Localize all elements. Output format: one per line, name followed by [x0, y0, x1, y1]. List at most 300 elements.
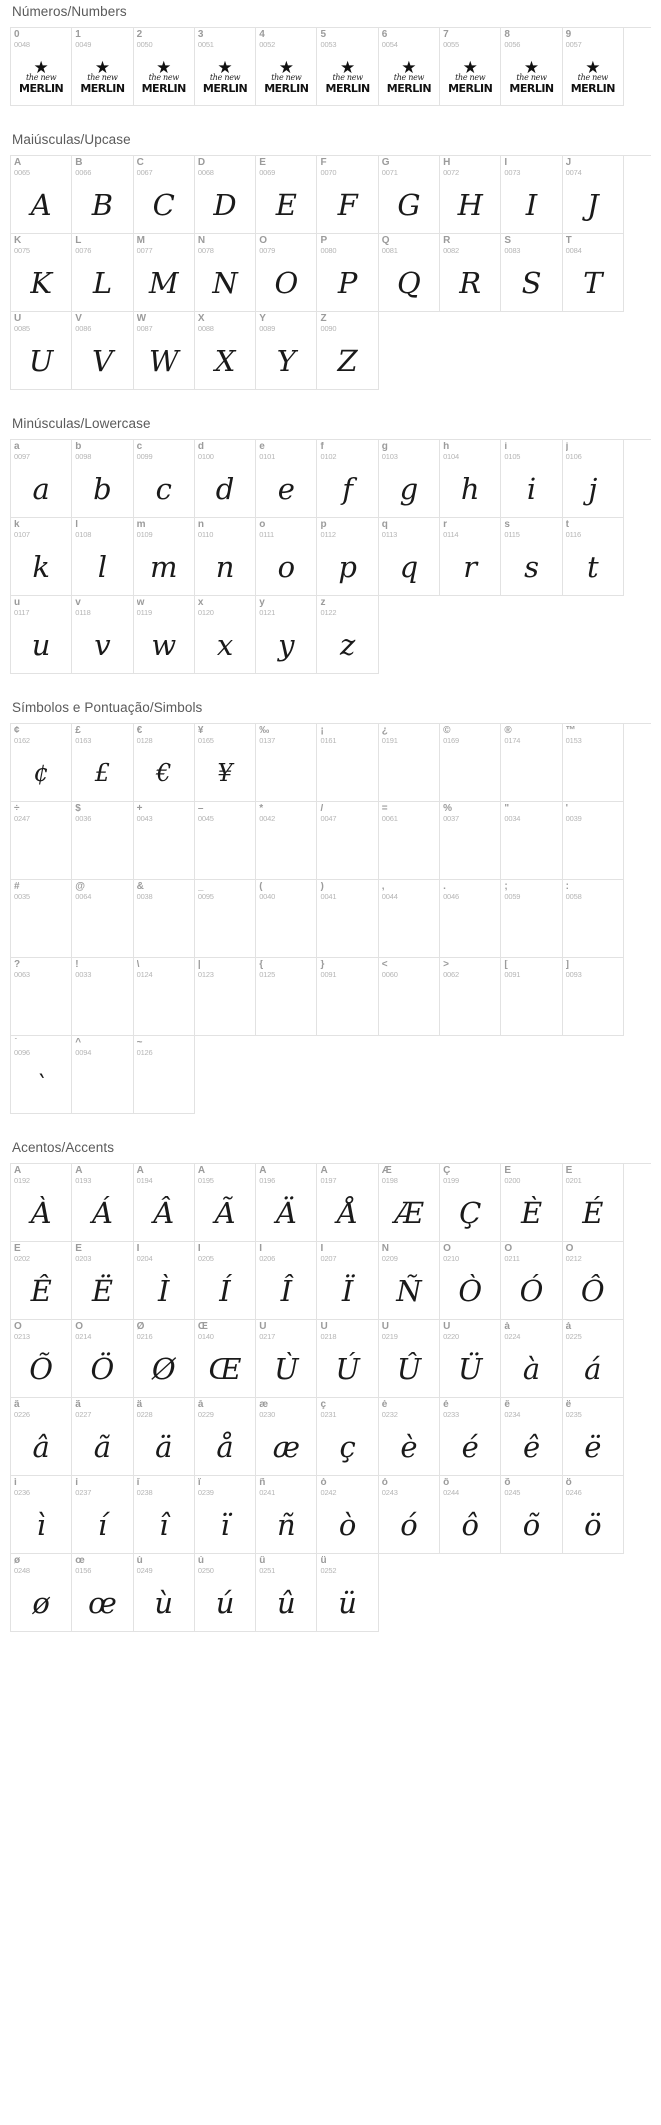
glyph-cell[interactable]: [72, 958, 133, 1036]
glyph-cell[interactable]: [440, 28, 501, 106]
glyph-cell[interactable]: [501, 28, 562, 106]
glyph-meta: [563, 958, 585, 979]
glyph-cell[interactable]: [195, 1242, 256, 1320]
glyph-preview: w: [151, 627, 177, 662]
glyph-meta: [195, 440, 217, 461]
glyph-cell[interactable]: [379, 234, 440, 312]
glyph-char-label: Z: [320, 314, 327, 324]
glyph-meta: [317, 1554, 339, 1575]
glyph-cell[interactable]: [317, 1398, 378, 1476]
glyph-cell[interactable]: [379, 802, 440, 880]
glyph-cell[interactable]: [11, 1242, 72, 1320]
glyph-cell[interactable]: [72, 1476, 133, 1554]
glyph-char-label: ê: [504, 1400, 510, 1410]
glyph-cell[interactable]: [379, 880, 440, 958]
glyph-cell[interactable]: [563, 1242, 624, 1320]
glyph-cell[interactable]: [256, 1398, 317, 1476]
glyph-code-label: 0062: [443, 970, 459, 979]
glyph-meta: [72, 518, 94, 539]
numeral-artwork: [440, 52, 500, 102]
glyph-cell[interactable]: [11, 958, 72, 1036]
glyph-char-label: ë: [565, 1400, 572, 1410]
glyph-preview: A: [30, 187, 52, 222]
glyph-meta: [317, 1398, 339, 1419]
glyph-cell[interactable]: [379, 28, 440, 106]
glyph-char-label: 6: [381, 30, 388, 40]
glyph-preview: [11, 824, 71, 878]
glyph-char-label: è: [381, 1400, 388, 1410]
glyph-char-label: Ê: [14, 1244, 21, 1254]
glyph-cell[interactable]: [11, 596, 72, 674]
glyph-cell[interactable]: [563, 440, 624, 518]
glyph-char-label: ÷: [14, 804, 20, 814]
glyph-cell[interactable]: [11, 440, 72, 518]
glyph-preview: Z: [337, 343, 358, 378]
glyph-meta: [256, 1554, 278, 1575]
glyph-cell[interactable]: [11, 1036, 72, 1114]
glyph-cell[interactable]: [440, 880, 501, 958]
glyph-cell[interactable]: [134, 440, 195, 518]
glyph-meta: [72, 596, 93, 617]
glyph-meta: [134, 156, 156, 177]
glyph-cell[interactable]: [195, 1398, 256, 1476]
glyph-cell[interactable]: [256, 724, 317, 802]
glyph-cell[interactable]: [134, 1164, 195, 1242]
glyph-code-label: 0033: [75, 970, 92, 979]
glyph-char-label: V: [75, 314, 82, 324]
glyph-cell[interactable]: [134, 958, 195, 1036]
glyph-cell[interactable]: [379, 1398, 440, 1476]
glyph-cell[interactable]: [11, 1476, 72, 1554]
glyph-cell[interactable]: [317, 1242, 378, 1320]
glyph-preview: C: [152, 187, 175, 222]
numeral-word-text: MERLIN: [570, 81, 615, 95]
glyph-code-label: 0043: [136, 814, 153, 823]
glyph-cell[interactable]: [11, 518, 72, 596]
glyph-meta: [195, 1476, 217, 1497]
glyph-cell[interactable]: [11, 724, 72, 802]
glyph-cell[interactable]: [501, 1398, 562, 1476]
glyph-char-label: U: [14, 314, 22, 324]
glyph-cell[interactable]: [134, 1036, 195, 1114]
glyph-cell[interactable]: [134, 1554, 195, 1632]
glyph-cell[interactable]: [195, 440, 256, 518]
glyph-cell[interactable]: [563, 156, 624, 234]
glyph-cell[interactable]: [72, 518, 133, 596]
glyph-cell[interactable]: [195, 1164, 256, 1242]
glyph-meta: [134, 1476, 156, 1497]
glyph-cell[interactable]: [256, 156, 317, 234]
glyph-code-label: 0098: [75, 452, 92, 461]
glyph-preview: [440, 746, 500, 800]
glyph-cell[interactable]: [379, 1476, 440, 1554]
glyph-char-label: T: [565, 236, 572, 246]
glyph-cell[interactable]: [563, 1476, 624, 1554]
numeral-ribbon-text: the new: [516, 72, 547, 82]
glyph-cell[interactable]: [11, 1164, 72, 1242]
glyph-cell[interactable]: [379, 1164, 440, 1242]
glyph-code-label: 0090: [320, 324, 337, 333]
glyph-char-label: B: [75, 158, 83, 168]
glyph-cell[interactable]: [256, 312, 317, 390]
glyph-meta: [195, 312, 217, 333]
glyph-cell[interactable]: [317, 1320, 378, 1398]
glyph-preview: ú: [215, 1585, 235, 1620]
glyph-cell[interactable]: [563, 28, 624, 106]
glyph-cell[interactable]: [256, 880, 317, 958]
glyph-cell[interactable]: [256, 1476, 317, 1554]
glyph-code-label: 0220: [443, 1332, 459, 1341]
glyph-cell[interactable]: [72, 312, 133, 390]
glyph-char-label: ]: [565, 960, 570, 970]
glyph-meta: [72, 1320, 94, 1341]
glyph-code-label: 0078: [197, 246, 214, 255]
glyph-cell[interactable]: [563, 880, 624, 958]
glyph-preview: ¢: [33, 759, 49, 787]
glyph-cell[interactable]: [379, 518, 440, 596]
glyph-cell[interactable]: [256, 1320, 317, 1398]
glyph-code-label: 0108: [75, 530, 92, 539]
glyph-cell[interactable]: [379, 1242, 440, 1320]
glyph-section: [10, 416, 651, 674]
glyph-preview: à: [522, 1351, 541, 1386]
glyph-cell[interactable]: [256, 1164, 317, 1242]
glyph-section: [10, 132, 651, 390]
glyph-char-label: 0: [14, 30, 20, 40]
glyph-meta: [501, 234, 523, 255]
glyph-meta: [11, 724, 33, 745]
glyph-char-label: c: [136, 442, 143, 452]
glyph-cell[interactable]: [134, 312, 195, 390]
glyph-cell[interactable]: [317, 440, 378, 518]
glyph-meta: [11, 1320, 33, 1341]
glyph-cell[interactable]: [11, 312, 72, 390]
glyph-cell[interactable]: [501, 880, 562, 958]
glyph-meta: [195, 1242, 217, 1263]
glyph-char-label: Û: [381, 1322, 390, 1332]
glyph-code-label: 0249: [136, 1566, 153, 1575]
glyph-cell[interactable]: [134, 1242, 195, 1320]
glyph-cell[interactable]: [317, 312, 378, 390]
glyph-cell[interactable]: [440, 802, 501, 880]
glyph-preview: â: [32, 1429, 50, 1464]
glyph-cell[interactable]: [11, 28, 72, 106]
glyph-cell[interactable]: [72, 1242, 133, 1320]
star-icon: ★: [217, 57, 233, 77]
glyph-preview: [134, 1058, 194, 1112]
glyph-cell[interactable]: [317, 518, 378, 596]
glyph-code-label: 0224: [504, 1332, 521, 1341]
glyph-char-label: 2: [136, 30, 143, 40]
glyph-cell[interactable]: [563, 234, 624, 312]
glyph-cell[interactable]: [11, 1398, 72, 1476]
glyph-cell[interactable]: [440, 958, 501, 1036]
glyph-preview: ü: [338, 1585, 357, 1620]
glyph-cell[interactable]: [134, 28, 195, 106]
section-title: Minúsculas/Lowercase: [12, 416, 151, 431]
glyph-preview: Ì: [158, 1273, 170, 1308]
numeral-ribbon-text: the new: [148, 72, 179, 82]
glyph-preview: Ú: [335, 1351, 360, 1386]
glyph-preview: W: [148, 343, 179, 378]
glyph-cell[interactable]: [72, 234, 133, 312]
glyph-cell[interactable]: [195, 518, 256, 596]
glyph-cell[interactable]: [317, 234, 378, 312]
glyph-cell[interactable]: [317, 1554, 378, 1632]
glyph-cell[interactable]: [317, 156, 378, 234]
glyph-cell[interactable]: [501, 518, 562, 596]
glyph-cell[interactable]: [563, 802, 624, 880]
glyph-meta: [256, 518, 277, 539]
glyph-cell[interactable]: [256, 596, 317, 674]
glyph-meta: [72, 1398, 94, 1419]
glyph-cell[interactable]: [317, 880, 378, 958]
glyph-code-label: 0057: [565, 40, 582, 49]
glyph-cell[interactable]: [317, 724, 378, 802]
glyph-code-label: 0079: [259, 246, 276, 255]
glyph-meta: [11, 958, 33, 979]
glyph-cell[interactable]: [195, 1476, 256, 1554]
glyph-cell[interactable]: [501, 156, 562, 234]
glyph-char-label: |: [197, 960, 201, 970]
glyph-preview: [440, 902, 500, 956]
glyph-meta: [256, 1320, 278, 1341]
glyph-meta: [379, 156, 401, 177]
glyph-preview: Ö: [90, 1351, 115, 1386]
glyph-cell[interactable]: [72, 724, 133, 802]
glyph-cell[interactable]: [317, 1164, 378, 1242]
glyph-cell[interactable]: [11, 880, 72, 958]
glyph-meta: [72, 958, 94, 979]
glyph-char-label: Ü: [443, 1322, 451, 1332]
glyph-code-label: 0036: [75, 814, 92, 823]
glyph-code-label: 0213: [14, 1332, 30, 1341]
glyph-preview: Â: [153, 1195, 175, 1230]
glyph-cell[interactable]: [379, 1320, 440, 1398]
glyph-preview: [379, 980, 439, 1034]
glyph-cell[interactable]: [72, 802, 133, 880]
glyph-cell[interactable]: [195, 802, 256, 880]
glyph-cell[interactable]: [195, 1554, 256, 1632]
glyph-cell[interactable]: [134, 596, 195, 674]
glyph-cell[interactable]: [379, 440, 440, 518]
glyph-cell[interactable]: [440, 1398, 501, 1476]
glyph-section: [10, 700, 651, 1114]
glyph-cell[interactable]: [501, 1476, 562, 1554]
glyph-cell[interactable]: [317, 28, 378, 106]
glyph-meta: [440, 440, 462, 461]
glyph-char-label: 5: [320, 30, 327, 40]
glyph-meta: [317, 28, 339, 49]
glyph-code-label: 0064: [75, 892, 92, 901]
glyph-cell[interactable]: [440, 1476, 501, 1554]
glyph-cell[interactable]: [72, 596, 133, 674]
glyph-code-label: 0059: [504, 892, 521, 901]
glyph-cell[interactable]: [72, 156, 133, 234]
glyph-char-label: ¢: [14, 726, 20, 736]
glyph-meta: [440, 518, 461, 539]
glyph-cell[interactable]: [440, 724, 501, 802]
glyph-meta: [195, 518, 216, 539]
glyph-cell[interactable]: [195, 156, 256, 234]
glyph-cell[interactable]: [11, 156, 72, 234]
glyph-code-label: 0112: [320, 530, 336, 539]
glyph-cell[interactable]: [134, 1398, 195, 1476]
glyph-cell[interactable]: [195, 596, 256, 674]
glyph-cell[interactable]: [134, 802, 195, 880]
glyph-cell[interactable]: [256, 28, 317, 106]
glyph-cell[interactable]: [195, 234, 256, 312]
glyph-cell[interactable]: [501, 1164, 562, 1242]
glyph-preview: x: [216, 627, 234, 662]
glyph-cell[interactable]: [501, 724, 562, 802]
glyph-cell[interactable]: [501, 234, 562, 312]
glyph-cell[interactable]: [195, 28, 256, 106]
glyph-meta: [563, 1164, 585, 1185]
glyph-cell[interactable]: [379, 156, 440, 234]
glyph-cell[interactable]: [195, 958, 256, 1036]
glyph-cell[interactable]: [134, 880, 195, 958]
glyph-cell[interactable]: [440, 234, 501, 312]
glyph-cell[interactable]: [11, 234, 72, 312]
glyph-cell[interactable]: [501, 1242, 562, 1320]
glyph-cell[interactable]: [134, 234, 195, 312]
glyph-char-label: ï: [197, 1478, 201, 1488]
glyph-code-label: 0214: [75, 1332, 92, 1341]
glyph-cell[interactable]: [256, 234, 317, 312]
glyph-meta: [11, 596, 32, 617]
glyph-cell[interactable]: [440, 1242, 501, 1320]
glyph-char-label: e: [259, 442, 265, 452]
glyph-code-label: 0198: [381, 1176, 398, 1185]
glyph-preview: î: [159, 1507, 169, 1542]
section-title: Maiúsculas/Upcase: [12, 132, 131, 147]
glyph-preview: I: [525, 187, 538, 222]
glyph-cell[interactable]: [256, 440, 317, 518]
glyph-cell[interactable]: [195, 312, 256, 390]
glyph-cell[interactable]: [563, 1164, 624, 1242]
glyph-cell[interactable]: [72, 1554, 133, 1632]
glyph-cell[interactable]: [72, 880, 133, 958]
glyph-cell[interactable]: [72, 440, 133, 518]
glyph-cell[interactable]: [563, 958, 624, 1036]
glyph-cell[interactable]: [134, 1476, 195, 1554]
star-icon: ★: [33, 57, 49, 77]
glyph-code-label: 0056: [504, 40, 521, 49]
glyph-cell[interactable]: [195, 724, 256, 802]
glyph-cell[interactable]: [256, 1554, 317, 1632]
numeral-ribbon-text: the new: [26, 72, 57, 82]
glyph-cell[interactable]: [72, 1320, 133, 1398]
glyph-meta: [317, 724, 339, 745]
glyph-cell[interactable]: [440, 156, 501, 234]
glyph-meta: [317, 518, 338, 539]
glyph-char-label: r: [443, 520, 447, 530]
glyph-cell[interactable]: [563, 518, 624, 596]
glyph-code-label: 0083: [504, 246, 521, 255]
star-icon: ★: [585, 57, 601, 77]
glyph-cell[interactable]: [256, 958, 317, 1036]
glyph-cell[interactable]: [440, 518, 501, 596]
glyph-char-label: ì: [14, 1478, 17, 1488]
glyph-cell[interactable]: [440, 1320, 501, 1398]
glyph-cell[interactable]: [317, 802, 378, 880]
glyph-cell[interactable]: [72, 1164, 133, 1242]
glyph-cell[interactable]: [256, 1242, 317, 1320]
glyph-char-label: Î: [259, 1244, 262, 1254]
glyph-cell[interactable]: [379, 958, 440, 1036]
glyph-cell[interactable]: [317, 596, 378, 674]
glyph-cell[interactable]: [501, 1320, 562, 1398]
glyph-code-label: 0140: [197, 1332, 214, 1341]
glyph-cell[interactable]: [317, 958, 378, 1036]
glyph-cell[interactable]: [563, 1398, 624, 1476]
glyph-cell[interactable]: [563, 724, 624, 802]
glyph-cell[interactable]: [256, 802, 317, 880]
glyph-preview: [134, 902, 194, 956]
glyph-char-label: C: [136, 158, 144, 168]
glyph-cell[interactable]: [501, 440, 562, 518]
glyph-meta: [501, 28, 523, 49]
glyph-meta: [72, 234, 94, 255]
glyph-preview: g: [399, 471, 419, 506]
glyph-cell[interactable]: [134, 724, 195, 802]
glyph-cell[interactable]: [195, 1320, 256, 1398]
glyph-meta: [11, 802, 33, 823]
glyph-char-label: @: [75, 882, 86, 892]
glyph-code-label: 0245: [504, 1488, 521, 1497]
glyph-meta: [256, 312, 278, 333]
glyph-code-label: 0101: [259, 452, 276, 461]
glyph-cell[interactable]: [11, 802, 72, 880]
glyph-code-label: 0047: [320, 814, 337, 823]
glyph-cell[interactable]: [501, 958, 562, 1036]
glyph-cell[interactable]: [72, 28, 133, 106]
glyph-cell[interactable]: [134, 156, 195, 234]
glyph-code-label: 0091: [504, 970, 521, 979]
glyph-cell[interactable]: [563, 1320, 624, 1398]
glyph-meta: [563, 802, 585, 823]
glyph-cell[interactable]: [11, 1554, 72, 1632]
glyph-code-label: 0082: [443, 246, 459, 255]
glyph-preview: õ: [522, 1507, 541, 1542]
glyph-code-label: 0230: [259, 1410, 276, 1419]
glyph-cell[interactable]: [440, 440, 501, 518]
glyph-meta: [501, 1164, 523, 1185]
glyph-cell[interactable]: [134, 1320, 195, 1398]
glyph-code-label: 0242: [320, 1488, 337, 1497]
glyph-cell[interactable]: [11, 1320, 72, 1398]
glyph-cell[interactable]: [134, 518, 195, 596]
glyph-char-label: w: [136, 598, 145, 608]
glyph-char-label: à: [504, 1322, 510, 1332]
glyph-cell[interactable]: [72, 1398, 133, 1476]
glyph-char-label: L: [75, 236, 82, 246]
glyph-char-label: \: [136, 960, 140, 970]
glyph-cell[interactable]: [501, 802, 562, 880]
glyph-char-label: %: [443, 804, 452, 814]
glyph-meta: [317, 958, 339, 979]
glyph-cell[interactable]: [440, 1164, 501, 1242]
glyph-cell[interactable]: [317, 1476, 378, 1554]
glyph-cell[interactable]: [379, 724, 440, 802]
glyph-cell[interactable]: [195, 880, 256, 958]
glyph-cell[interactable]: [72, 1036, 133, 1114]
glyph-char-label: Y: [259, 314, 266, 324]
glyph-preview: [11, 902, 71, 956]
glyph-cell[interactable]: [256, 518, 317, 596]
glyph-meta: [195, 724, 217, 745]
